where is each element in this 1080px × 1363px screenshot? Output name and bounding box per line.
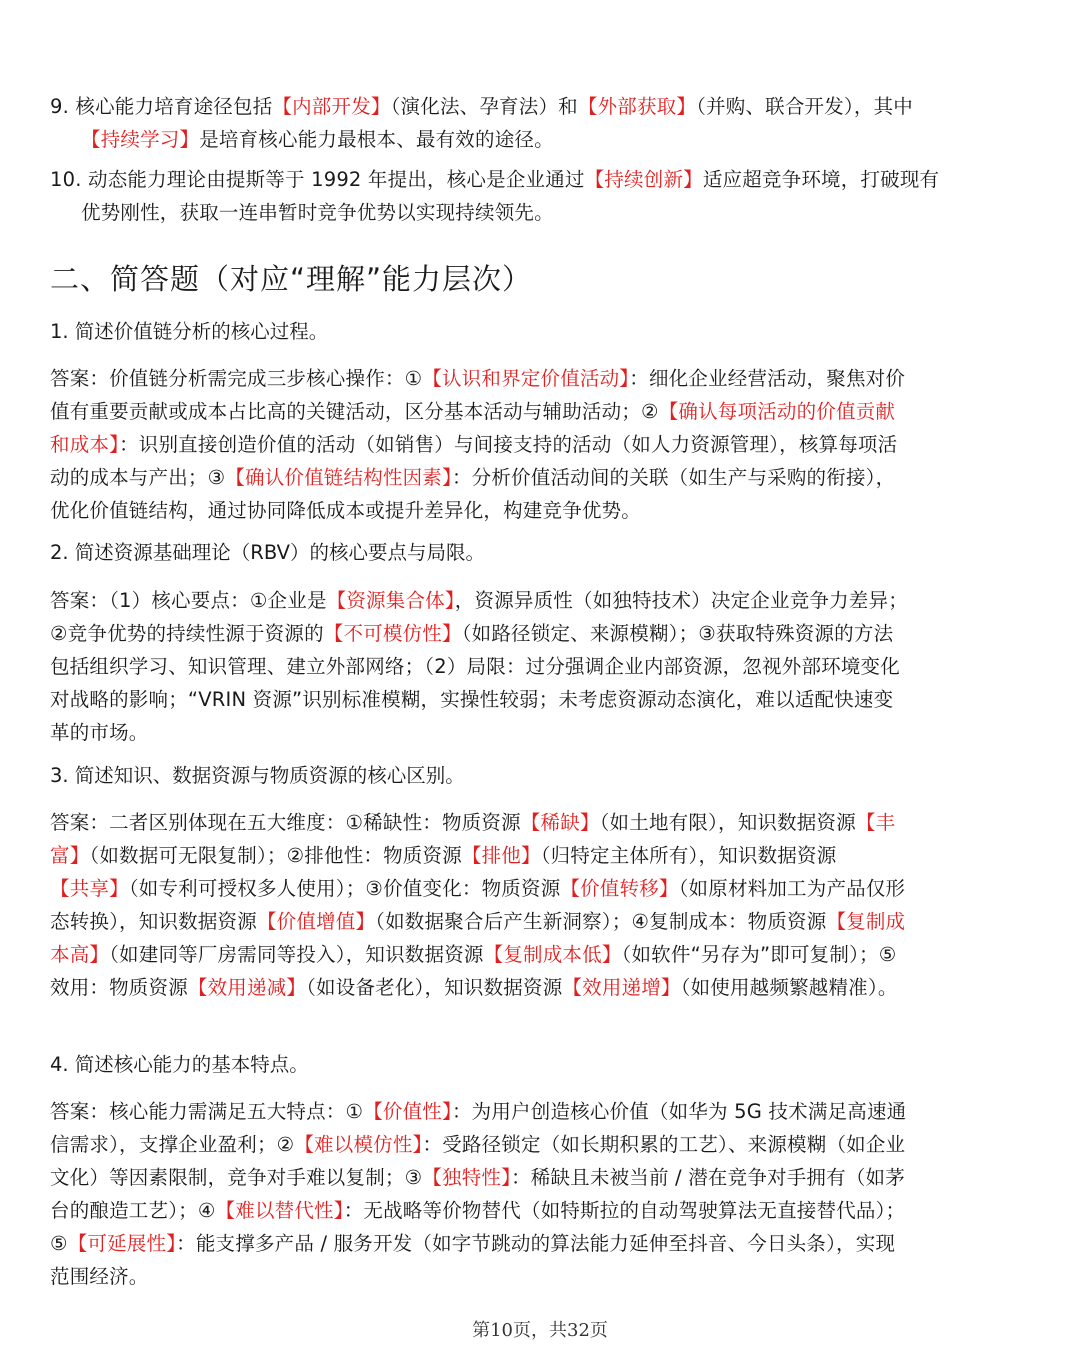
highlighted-term: 【确认每项活动的价值贡献和成本】: [50, 400, 896, 456]
text-run: ：稀缺且未被当前 / 潜在竞争对手拥有（如茅台的酿造工艺）；④: [50, 1166, 905, 1222]
question-2: 2. 简述资源基础理论（RBV）的核心要点与局限。: [50, 541, 485, 564]
highlighted-term: 【内部开发】: [272, 95, 391, 118]
text-run: （如专利可授权多人使用）；③价值变化：物质资源: [128, 877, 561, 900]
highlighted-term: 【认识和界定价值活动】: [422, 367, 630, 390]
text-run: ：细化企业经营活动，聚焦对价值有重要贡献或成本占比高的关键活动，区分基本活动与辅助活动；②: [50, 367, 906, 423]
text-run: 答案：价值链分析需完成三步核心操作：①: [50, 367, 423, 390]
highlighted-term: 【难以模仿性】: [294, 1133, 423, 1156]
fill-item-9: [50, 90, 941, 156]
text-run: （归特定主体所有），知识数据资源: [540, 844, 837, 867]
page-footer: 第10页，共32页: [472, 1320, 608, 1341]
text-run: 答案：（1）核心要点：①企业是: [50, 589, 327, 612]
text-run: ：无战略等价物替代（如特斯拉的自动驾驶算法无直接替代品）；⑤: [50, 1199, 906, 1255]
text-run: ，资源异质性（如独特技术）决定企业竞争力差异；②竞争优势的持续性源于资源的: [50, 589, 908, 645]
answer-4: [50, 1095, 910, 1293]
question-1: 1. 简述价值链分析的核心过程。: [50, 320, 329, 343]
highlighted-term: 【价值增值】: [256, 910, 376, 933]
highlighted-term: 【不可模仿性】: [323, 622, 462, 645]
highlighted-term: 【排他】: [461, 844, 541, 867]
highlighted-term: 【价值转移】: [560, 877, 679, 900]
highlighted-term: 【可延展性】: [67, 1232, 177, 1255]
highlighted-term: 【资源集合体】: [326, 589, 455, 612]
highlighted-term: 【稀缺】: [520, 811, 600, 834]
text-run: （如软件“另存为”即可复制）；⑤效用：物质资源: [50, 943, 897, 999]
text-run: 适应超竞争环境，打破现有优势刚性，获取一连串暂时竞争优势以实现持续领先。: [81, 168, 940, 224]
text-run: （如建同等厂房需同等投入），知识数据资源: [109, 943, 484, 966]
highlighted-term: 【难以替代性】: [215, 1199, 344, 1222]
section-heading: 二、简答题（对应“理解”能力层次）: [50, 262, 533, 296]
highlighted-term: 【复制成本低】: [483, 943, 622, 966]
text-run: ：识别直接创造价值的活动（如销售）与间接支持的活动（如人力资源管理），核算每项活动的成本与产出；③: [50, 433, 898, 489]
answer-1: [50, 362, 910, 527]
question-3: 3. 简述知识、数据资源与物质资源的核心区别。: [50, 764, 465, 787]
text-run: （演化法、孕育法）和: [390, 95, 578, 118]
highlighted-term: 【独特性】: [422, 1166, 512, 1189]
highlighted-term: 【持续创新】: [584, 168, 703, 191]
highlighted-term: 【复制成本高】: [50, 910, 906, 966]
text-run: 是培育核心能力最根本、最有效的途径。: [199, 128, 554, 151]
text-run: （如数据可无限复制）；②排他性：物质资源: [89, 844, 462, 867]
question-4: 4. 简述核心能力的基本特点。: [50, 1053, 309, 1076]
text-run: ：受路径锁定（如长期积累的工艺）、来源模糊（如企业文化）等因素限制，竞争对手难以复制；③: [50, 1133, 906, 1189]
highlighted-term: 【外部获取】: [577, 95, 697, 118]
text-run: 答案：核心能力需满足五大特点：①: [50, 1100, 364, 1123]
text-run: ：为用户创造核心价值（如华为 5G 技术满足高速通信需求），支撑企业盈利；②: [50, 1100, 907, 1156]
text-run: （如设备老化），知识数据资源: [306, 976, 563, 999]
text-run: （如路径锁定、来源模糊）；③获取特殊资源的方法包括组织学习、知识管理、建立外部网络；（2）局限：过分强调企业内部资源，忽视外部环境变化对战略的影响；“VRIN 资源”识别标准模糊，实操性较弱；未考虑资源动态演化，难以适配快速变革的市场。: [50, 622, 900, 744]
highlighted-term: 【共享】: [50, 877, 129, 900]
text-run: ：分析价值活动间的关联（如生产与采购的衔接），优化价值链结构，通过协同降低成本或提升差异化，构建竞争优势。: [50, 466, 896, 522]
text-run: （如原材料加工为产品仅形态转换），知识数据资源: [50, 877, 906, 933]
highlighted-term: 【效用递减】: [187, 976, 307, 999]
text-run: （如土地有限），知识数据资源: [599, 811, 856, 834]
text-run: ：能支撑多产品 / 服务开发（如字节跳动的算法能力延伸至抖音、今日头条），实现范围经济。: [50, 1232, 896, 1288]
highlighted-term: 【确认价值链结构性因素】: [225, 466, 452, 489]
highlighted-term: 【价值性】: [363, 1100, 452, 1123]
answer-3: [50, 806, 910, 1004]
highlighted-term: 【丰富】: [50, 811, 896, 867]
highlighted-term: 【效用递增】: [562, 976, 681, 999]
text-run: 9. 核心能力培育途径包括: [50, 95, 273, 118]
text-run: （并购、联合开发），其中: [696, 95, 913, 118]
text-run: （如数据聚合后产生新洞察）；④复制成本：物质资源: [375, 910, 827, 933]
answer-2: [50, 584, 910, 749]
text-run: 10. 动态能力理论由提斯等于 1992 年提出，核心是企业通过: [50, 168, 585, 191]
text-run: （如使用越频繁越精准）。: [680, 976, 898, 999]
fill-item-10: [50, 163, 941, 229]
highlighted-term: 【持续学习】: [81, 128, 200, 151]
text-run: 答案：二者区别体现在五大维度：①稀缺性：物质资源: [50, 811, 521, 834]
